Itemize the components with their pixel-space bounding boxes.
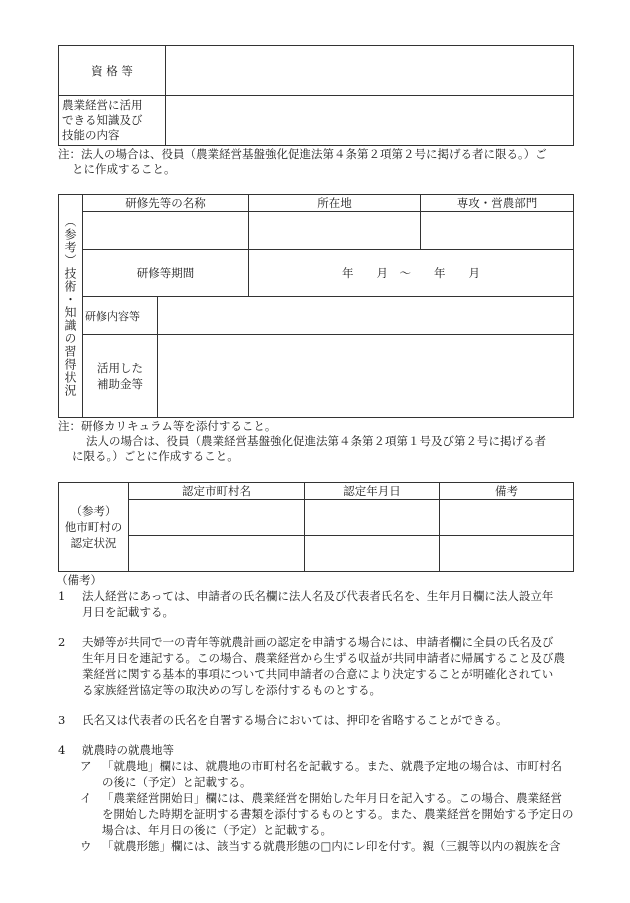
note-2: 注：研修カリキュラム等を添付すること。 法人の場合は、役員（農業経営基盤強化促進法第４条第２項第１号及び第２号に掲げる者 に限る。）ごとに作成すること。 (58, 419, 546, 463)
remark-item-4: 4 就農時の就農地等 (58, 743, 174, 757)
header-notes: 備考 (440, 483, 574, 500)
training-table (58, 194, 574, 418)
remark-subitem-u: ウ 「就農形態」欄には、該当する就農形態の□内にレ印を付す。親（三親等以内の親族を含 (80, 839, 561, 853)
header-location: 所在地 (249, 195, 421, 212)
training-name-cell (83, 212, 249, 250)
note-1: 注：法人の場合は、役員（農業経営基盤強化促進法第４条第２項第２号に掲げる者に限る。）ご とに作成すること。 (58, 147, 547, 176)
table-cell (129, 500, 305, 536)
qualification-value (166, 46, 574, 96)
remarks-section (58, 572, 592, 854)
remark-item-1: 1 法人経営にあっては、申請者の氏名欄に法人名及び代表者氏名を、生年月日欄に法人設立年 月日を記載する。 (58, 589, 554, 619)
other-municipality-label: （参考） 他市町村の 認定状況 (59, 483, 129, 572)
content-label: 研修内容等 (83, 297, 158, 335)
knowledge-label: 農業経営に活用 できる知識及び 技能の内容 (59, 96, 166, 146)
remark-subitem-a: ア 「就農地」欄には、就農地の市町村名を記載する。また、就農予定地の場合は、市町村名 の後に（予定）と記載する。 (80, 759, 562, 789)
location-cell (249, 212, 421, 250)
table-cell (305, 536, 440, 572)
table-cell (305, 500, 440, 536)
remark-subitem-i: イ 「農業経営開始日」欄には、農業経営を開始した年月日を記入する。この場合、農業経営 を開始した時期を証明する書類を添付するものとする。また、農業経営を開始する予定日の 場合は、年月日の後に（予定）と記載する。 (80, 791, 574, 837)
subsidy-value (158, 335, 574, 418)
header-training-name: 研修先等の名称 (83, 195, 249, 212)
remarks-heading: （備考） (56, 573, 102, 587)
major-cell (421, 212, 574, 250)
qualification-table (58, 45, 574, 146)
remark-item-2: 2 夫婦等が共同で一の青年等就農計画の認定を申請する場合には、申請者欄に全員の氏名及び 生年月日を連記する。この場合、農業経営から生ずる収益が共同申請者に帰属すること及び農 業経営に関する基本的事項について共同申請者の合意により決定することが明確化されてい る家族経営協定等の取決めの写しを添付するものとする。 (58, 635, 565, 697)
period-label: 研修等期間 (83, 250, 249, 297)
content-value (158, 297, 574, 335)
knowledge-value (166, 96, 574, 146)
remark-item-3: 3 氏名又は代表者の氏名を自署する場合においては、押印を省略することができる。 (58, 713, 508, 727)
header-date: 認定年月日 (305, 483, 440, 500)
other-municipality-table (58, 482, 574, 572)
table-cell (440, 536, 574, 572)
subsidy-label: 活用した 補助金等 (83, 335, 158, 418)
header-major: 専攻・営農部門 (421, 195, 574, 212)
training-side-label: （参考）技術・知識の習得状況 (59, 195, 83, 418)
table-cell (129, 536, 305, 572)
header-municipality: 認定市町村名 (129, 483, 305, 500)
period-value: 年 月 ～ 年 月 (249, 250, 574, 297)
qualification-label: 資 格 等 (59, 46, 166, 96)
table-cell (440, 500, 574, 536)
